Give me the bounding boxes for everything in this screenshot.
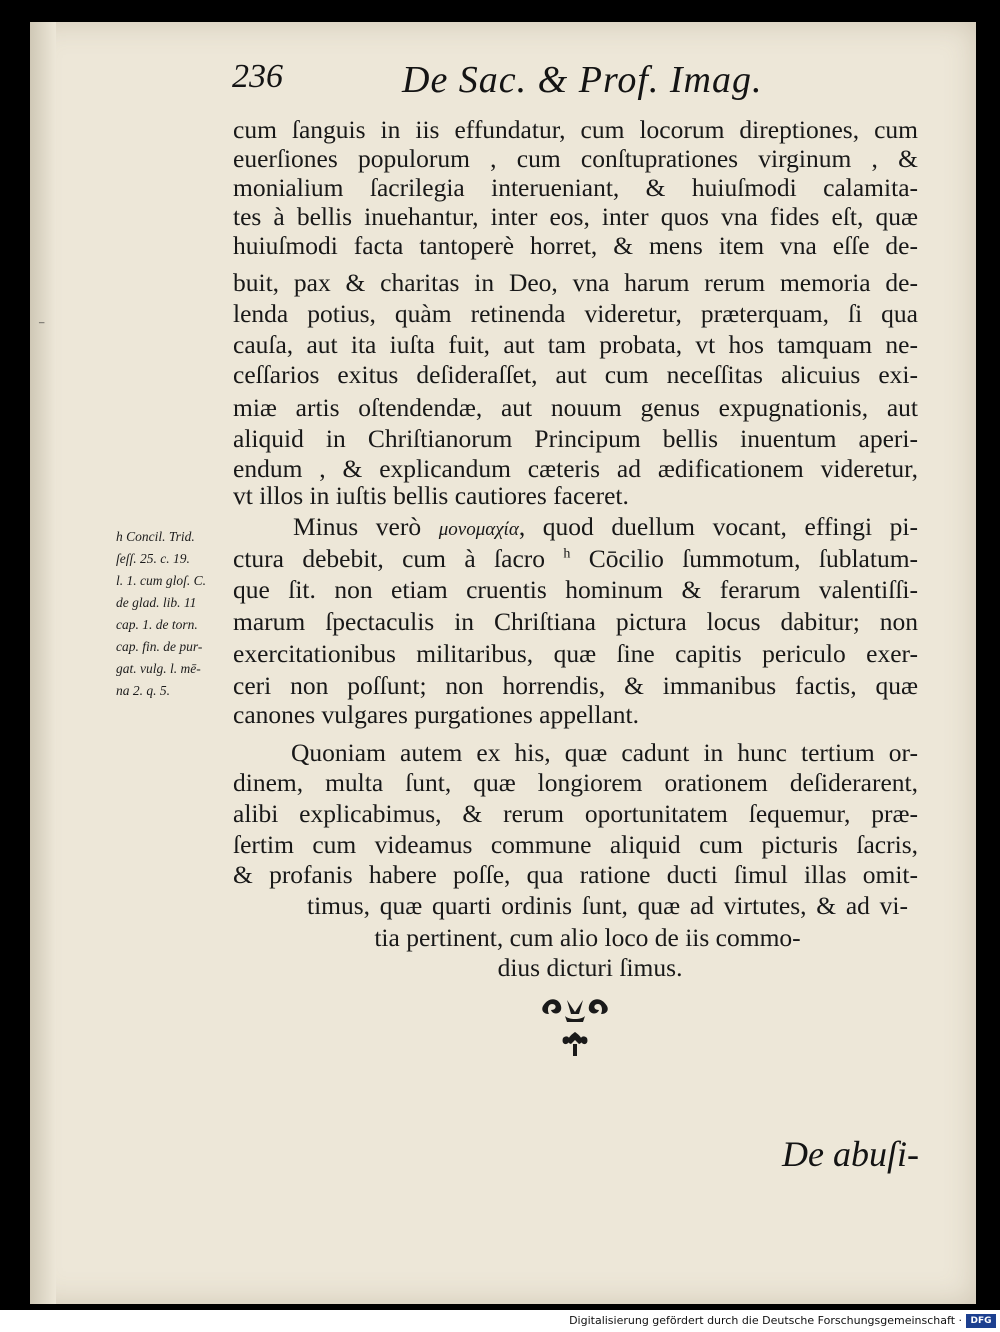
footnote-reference: h xyxy=(563,546,571,562)
text-line: cum ſanguis in iis effundatur, cum locorum direptiones, cum xyxy=(233,115,918,144)
text-line: miæ artis oſtendendæ, aut nouum genus expugnationis, aut xyxy=(233,393,918,422)
stray-ink-mark: ⁻ xyxy=(38,318,46,334)
footer-bar xyxy=(0,1310,1000,1332)
page-gutter-shadow xyxy=(30,22,56,1304)
text-line: huiuſmodi facta tantoperè horret, & mens item vna eſſe de- xyxy=(233,231,918,260)
margin-note-line: cap. 1. de torn. xyxy=(116,617,198,632)
margin-note-line: l. 1. cum gloſ. C. xyxy=(116,573,206,588)
text-line: lenda potius, quàm retinenda videretur, præterquam, ſi qua xyxy=(233,299,918,328)
text-line: tes à bellis inuehantur, inter eos, inter quos vna fides eſt, quæ xyxy=(233,202,918,231)
text-line: endum , & explicandum cæteris ad ædificationem videretur, xyxy=(233,454,918,483)
margin-note-line: h Concil. Trid. xyxy=(116,529,195,544)
margin-note-line: ſeſſ. 25. c. 19. xyxy=(116,551,190,566)
text-line: ſertim cum videamus commune aliquid cum picturis ſacris, xyxy=(233,830,918,859)
dfg-logo: DFG xyxy=(966,1314,996,1328)
funding-notice: Digitalisierung gefördert durch die Deutsche Forschungsgemeinschaft · xyxy=(569,1314,962,1327)
text-line: ceſſarios exitus deſideraſſet, aut cum neceſſitas alicuius exi- xyxy=(233,360,918,389)
fleuron-ornament-icon xyxy=(535,992,615,1062)
greek-word: μονομαχία xyxy=(438,519,519,540)
margin-notes xyxy=(116,526,236,702)
text-fragment: Cōcilio ſummotum, ſublatum- xyxy=(570,544,919,573)
text-line: monialium ſacrilegia interueniant, & huiuſmodi calamita- xyxy=(233,173,918,202)
text-fragment: , quod duellum vocant, effingi pi- xyxy=(518,512,918,541)
running-head xyxy=(232,58,932,108)
margin-note-line: de glad. lib. 11 xyxy=(116,595,197,610)
text-line: canones vulgares purgationes appellant. xyxy=(233,700,639,729)
text-fragment: ctura debebit, cum à ſacro xyxy=(233,544,546,573)
margin-note-line: gat. vulg. l. mē- xyxy=(116,661,201,676)
text-line: marum ſpectaculis in Chriſtiana pictura locus dabitur; non xyxy=(233,607,918,636)
text-line: dinem, multa ſunt, quæ longiorem orationem deſiderarent, xyxy=(233,768,918,797)
text-line: tia pertinent, cum alio loco de iis commo- xyxy=(374,923,801,952)
text-line: vt illos in iuſtis bellis cautiores faceret. xyxy=(233,481,629,510)
running-title: De Sac. & Prof. Imag. xyxy=(402,59,763,101)
text-line: exercitationibus militaribus, quæ ſine capitis periculo exer- xyxy=(233,639,918,668)
text-line: & profanis habere poſſe, qua ratione ducti ſimul illas omit- xyxy=(233,860,918,889)
text-line: Quoniam autem ex his, quæ cadunt in hunc tertium or- xyxy=(291,738,918,767)
margin-note-line: cap. fin. de pur- xyxy=(116,639,203,654)
text-line: dius dicturi ſimus. xyxy=(497,953,683,982)
text-line: timus, quæ quarti ordinis ſunt, quæ ad virtutes, & ad vi- xyxy=(307,891,908,920)
text-line: cauſa, aut ita iuſta fuit, aut tam probata, vt hos tamquam ne- xyxy=(233,330,918,359)
text-line: euerſiones populorum , cum conſtuprationes virginum , & xyxy=(233,144,918,173)
text-line: aliquid in Chriſtianorum Principum bellis inuentum aperi- xyxy=(233,424,918,453)
text-line: alibi explicabimus, & rerum oportunitatem ſequemur, præ- xyxy=(233,799,918,828)
text-line: que ſit. non etiam cruentis hominum & ferarum valentiſſi- xyxy=(233,575,918,604)
text-line-with-greek xyxy=(293,511,918,543)
text-line-with-note-ref xyxy=(233,543,918,575)
margin-note-line: na 2. q. 5. xyxy=(116,683,170,698)
text-line: ceri non poſſunt; non horrendis, & immanibus factis, quæ xyxy=(233,671,918,700)
text-fragment: Minus verò xyxy=(293,512,422,541)
catchword: De abuſi- xyxy=(782,1134,919,1174)
text-line: buit, pax & charitas in Deo, vna harum rerum memoria de- xyxy=(233,268,918,297)
page-number: 236 xyxy=(232,58,283,95)
